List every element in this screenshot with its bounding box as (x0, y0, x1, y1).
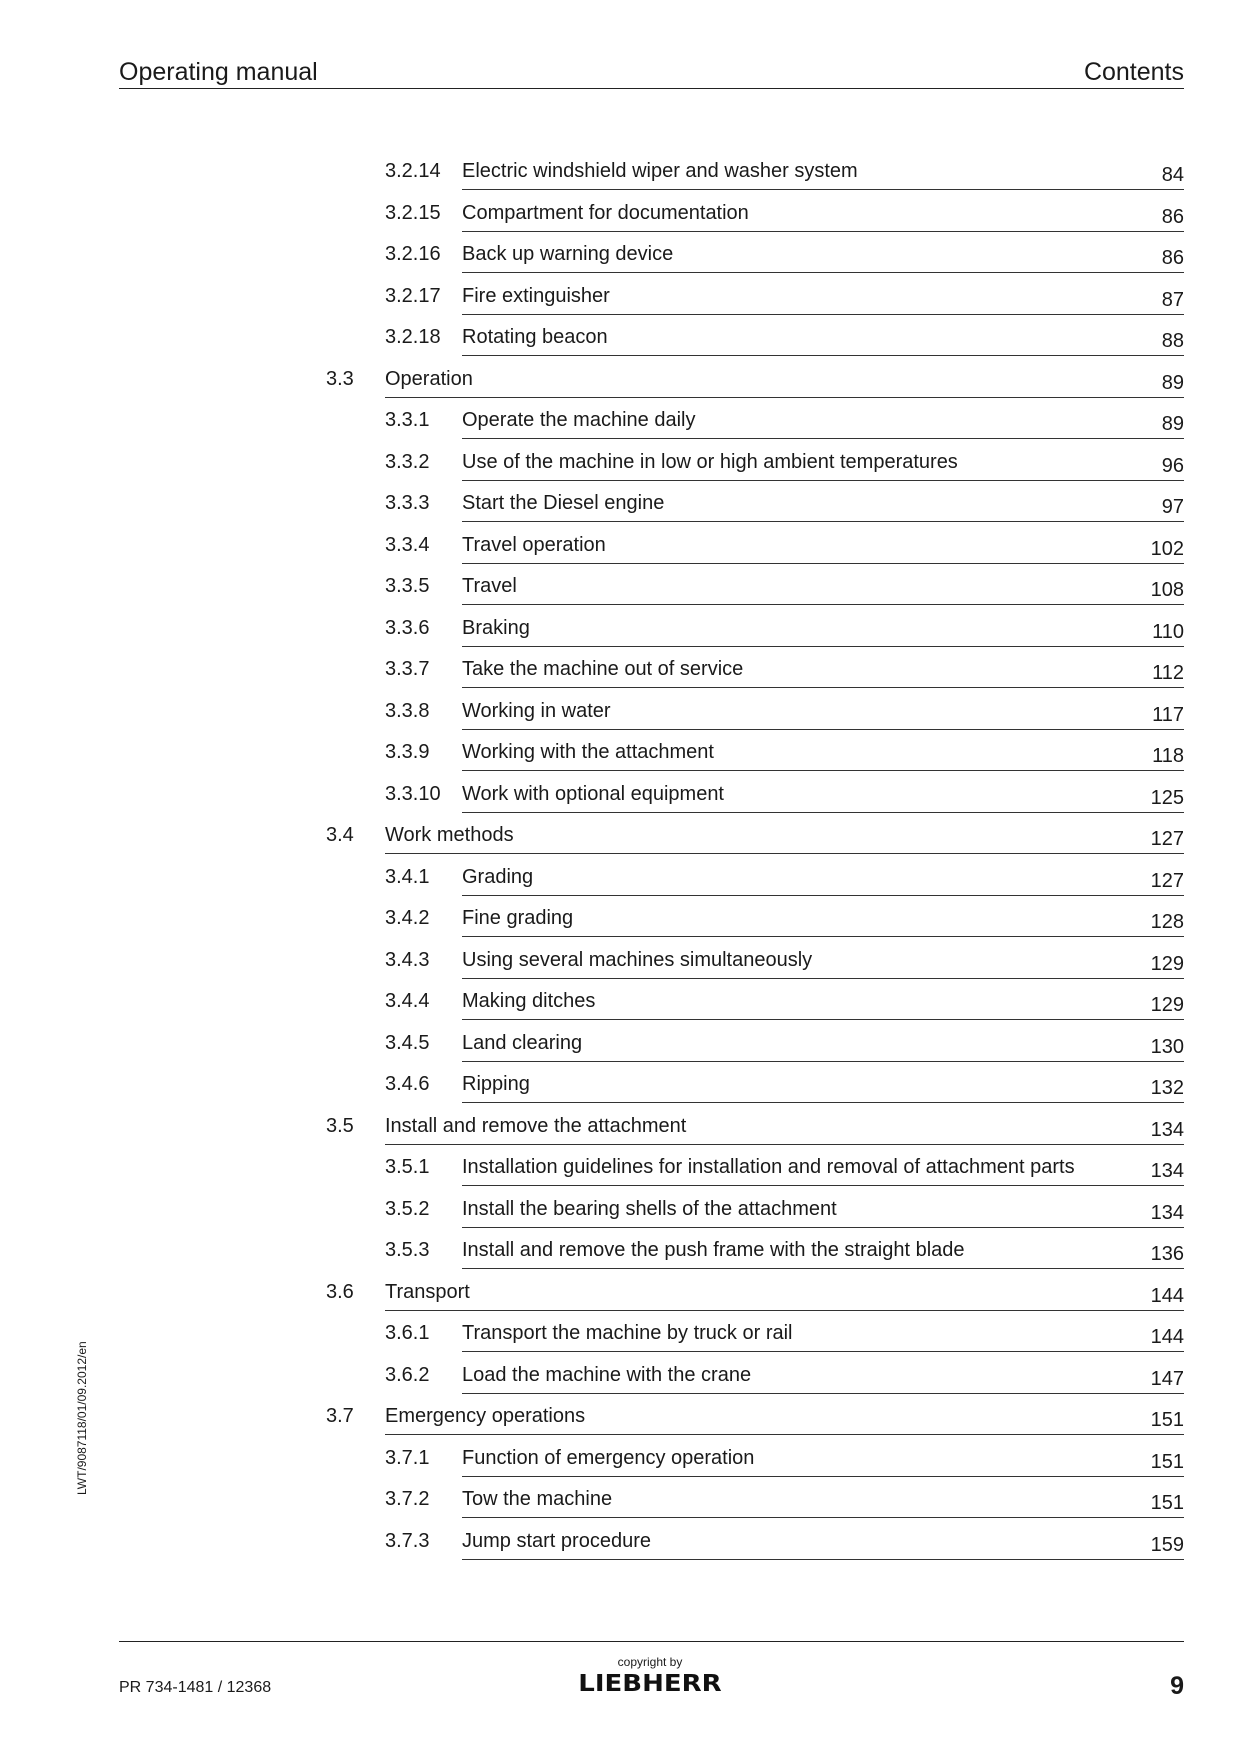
toc-entry-number: 3.3.6 (385, 616, 430, 639)
toc-entry-title: Work methods (385, 824, 514, 846)
toc-entry[interactable] (0, 1482, 1241, 1524)
toc-entry-number: 3.2.16 (385, 243, 441, 265)
page-number: 9 (1170, 1672, 1184, 1700)
toc-entry-number: 3.4.4 (385, 990, 430, 1012)
toc-entry-number: 3.2.17 (385, 284, 441, 307)
toc-entry-page: 112 (1152, 662, 1184, 684)
toc-entry-number: 3.2.15 (385, 201, 441, 224)
toc-entry[interactable] (0, 1441, 1241, 1483)
toc-entry-rule (462, 314, 1184, 315)
table-of-contents (0, 154, 1241, 1565)
toc-entry-number: 3.3.8 (385, 699, 430, 722)
toc-entry-number: 3.3 (326, 367, 354, 390)
toc-entry[interactable] (0, 154, 1241, 196)
toc-entry[interactable] (0, 1233, 1241, 1275)
toc-entry-rule (462, 895, 1184, 896)
toc-entry-title: Travel (462, 575, 517, 597)
toc-entry[interactable] (0, 1275, 1241, 1317)
toc-entry-title: Making ditches (462, 990, 596, 1012)
toc-entry[interactable] (0, 486, 1241, 528)
toc-entry-page: 86 (1161, 247, 1184, 269)
toc-entry-rule (462, 563, 1184, 564)
toc-entry-number: 3.5.3 (385, 1239, 430, 1261)
toc-entry-rule (462, 1102, 1184, 1103)
toc-entry-page: 147 (1150, 1367, 1184, 1390)
toc-entry-page: 97 (1161, 496, 1184, 518)
toc-entry[interactable] (0, 445, 1241, 487)
toc-entry[interactable] (0, 818, 1241, 860)
toc-entry-rule (462, 1517, 1184, 1518)
toc-entry-page: 132 (1150, 1077, 1184, 1099)
toc-entry-number: 3.3.1 (385, 409, 430, 431)
toc-entry-rule (462, 1185, 1184, 1186)
toc-entry-page: 129 (1150, 994, 1184, 1016)
toc-entry-rule (462, 936, 1184, 937)
toc-entry-page: 159 (1150, 1533, 1184, 1556)
toc-entry-rule (462, 812, 1184, 813)
toc-entry-title: Compartment for documentation (462, 201, 749, 224)
toc-entry-title: Operation (385, 367, 473, 390)
toc-entry-title: Load the machine with the crane (462, 1363, 752, 1386)
toc-entry-number: 3.5 (326, 1114, 354, 1137)
toc-entry-title: Grading (462, 865, 534, 888)
toc-entry[interactable] (0, 403, 1241, 445)
toc-entry-page: 89 (1161, 413, 1184, 435)
toc-entry[interactable] (0, 1026, 1241, 1068)
toc-entry[interactable] (0, 362, 1241, 404)
toc-entry-title: Travel operation (462, 533, 606, 556)
toc-entry-rule (462, 272, 1184, 273)
toc-entry-rule (462, 189, 1184, 190)
header-title: Operating manual (119, 58, 318, 86)
toc-entry-rule (462, 1019, 1184, 1020)
liebherr-logo: LIEBHERR (578, 1670, 722, 1698)
toc-entry-title: Land clearing (462, 1031, 583, 1054)
footer-divider (119, 1641, 1184, 1642)
toc-entry[interactable] (0, 860, 1241, 902)
toc-entry-title: Braking (462, 616, 530, 639)
toc-entry-title: Jump start procedure (462, 1529, 651, 1552)
toc-entry[interactable] (0, 1067, 1241, 1109)
toc-entry-rule (462, 1559, 1184, 1560)
toc-entry-number: 3.3.5 (385, 575, 430, 597)
toc-entry-title: Back up warning device (462, 243, 674, 265)
toc-entry-number: 3.3.9 (385, 741, 430, 763)
toc-entry[interactable] (0, 943, 1241, 985)
toc-entry-rule (462, 1268, 1184, 1269)
toc-entry-page: 87 (1161, 288, 1184, 311)
toc-entry-number: 3.7 (326, 1405, 354, 1427)
toc-entry-page: 144 (1150, 1284, 1184, 1307)
toc-entry-number: 3.4.5 (385, 1031, 430, 1054)
toc-entry-page: 88 (1161, 330, 1184, 352)
toc-entry-number: 3.6.2 (385, 1363, 430, 1386)
toc-entry-page: 151 (1150, 1492, 1184, 1514)
toc-entry[interactable] (0, 1192, 1241, 1234)
toc-entry-number: 3.3.4 (385, 533, 430, 556)
toc-entry-rule (462, 646, 1184, 647)
toc-entry-number: 3.4.2 (385, 907, 430, 929)
toc-entry[interactable] (0, 1150, 1241, 1192)
toc-entry-number: 3.7.3 (385, 1529, 430, 1552)
toc-entry-number: 3.6 (326, 1280, 354, 1303)
toc-entry-number: 3.3.3 (385, 492, 430, 514)
toc-entry-rule (462, 521, 1184, 522)
toc-entry-number: 3.2.18 (385, 326, 441, 348)
toc-entry-page: 102 (1150, 537, 1184, 560)
toc-entry[interactable] (0, 320, 1241, 362)
toc-entry-number: 3.4 (326, 824, 354, 846)
toc-entry-page: 118 (1152, 745, 1184, 767)
toc-entry-page: 84 (1161, 164, 1184, 186)
document-code: LWT/9087118/01/09.2012/en (75, 1341, 89, 1495)
toc-entry[interactable] (0, 777, 1241, 819)
toc-entry-number: 3.5.2 (385, 1197, 430, 1220)
toc-entry-number: 3.3.10 (385, 782, 441, 805)
copyright-label: copyright by (617, 1655, 683, 1669)
toc-entry-rule (462, 1476, 1184, 1477)
toc-entry-page: 151 (1150, 1409, 1184, 1431)
toc-entry-number: 3.3.7 (385, 658, 430, 680)
toc-entry-page: 127 (1150, 869, 1184, 892)
toc-entry-number: 3.7.2 (385, 1488, 430, 1510)
toc-entry-page: 110 (1152, 620, 1184, 643)
toc-entry-title: Transport (385, 1280, 470, 1303)
toc-entry[interactable] (0, 1316, 1241, 1358)
toc-entry-rule (385, 1144, 1184, 1145)
toc-entry-title: Rotating beacon (462, 326, 608, 348)
toc-entry[interactable] (0, 984, 1241, 1026)
toc-entry-number: 3.4.6 (385, 1073, 430, 1095)
toc-entry-title: Install the bearing shells of the attachment (462, 1197, 837, 1220)
toc-entry-page: 144 (1150, 1326, 1184, 1348)
toc-entry[interactable] (0, 901, 1241, 943)
toc-entry-title: Installation guidelines for installation and removal of attachment parts (462, 1156, 1075, 1178)
toc-entry-rule (462, 1061, 1184, 1062)
toc-entry-rule (462, 1393, 1184, 1394)
toc-entry[interactable] (0, 279, 1241, 321)
toc-entry-rule (462, 687, 1184, 688)
toc-entry-rule (385, 1310, 1184, 1311)
toc-entry-number: 3.5.1 (385, 1156, 430, 1178)
toc-entry[interactable] (0, 694, 1241, 736)
toc-entry[interactable] (0, 237, 1241, 279)
toc-entry-page: 129 (1150, 952, 1184, 975)
toc-entry-title: Install and remove the push frame with the straight blade (462, 1239, 965, 1261)
toc-entry-number: 3.7.1 (385, 1446, 430, 1469)
toc-entry-title: Fire extinguisher (462, 284, 610, 307)
toc-entry-rule (462, 604, 1184, 605)
toc-entry[interactable] (0, 528, 1241, 570)
toc-entry-rule (385, 1434, 1184, 1435)
header-divider (119, 88, 1184, 89)
toc-entry-page: 134 (1150, 1118, 1184, 1141)
toc-entry-title: Working in water (462, 699, 611, 722)
toc-entry-rule (385, 397, 1184, 398)
toc-entry[interactable] (0, 1399, 1241, 1441)
toc-entry-title: Function of emergency operation (462, 1446, 755, 1469)
toc-entry[interactable] (0, 735, 1241, 777)
toc-entry-title: Using several machines simultaneously (462, 948, 813, 971)
toc-entry-page: 127 (1150, 828, 1184, 850)
toc-entry-title: Work with optional equipment (462, 782, 724, 805)
toc-entry-page: 151 (1150, 1450, 1184, 1473)
toc-entry-rule (462, 1227, 1184, 1228)
toc-entry-title: Tow the machine (462, 1488, 613, 1510)
toc-entry-title: Install and remove the attachment (385, 1114, 687, 1137)
footer-doc-id: PR 734-1481 / 12368 (119, 1679, 272, 1696)
toc-entry-page: 86 (1161, 205, 1184, 228)
toc-entry-title: Ripping (462, 1073, 530, 1095)
toc-entry-rule (462, 438, 1184, 439)
toc-entry[interactable] (0, 569, 1241, 611)
toc-entry-page: 125 (1150, 786, 1184, 809)
toc-entry-rule (462, 1351, 1184, 1352)
toc-entry-title: Take the machine out of service (462, 658, 744, 680)
toc-entry-number: 3.4.1 (385, 865, 430, 888)
toc-entry-number: 3.6.1 (385, 1322, 430, 1344)
toc-entry[interactable] (0, 196, 1241, 238)
toc-entry-title: Electric windshield wiper and washer system (462, 160, 858, 182)
toc-entry-rule (462, 355, 1184, 356)
toc-entry-title: Start the Diesel engine (462, 492, 665, 514)
toc-entry-title: Fine grading (462, 907, 574, 929)
toc-entry-page: 136 (1150, 1243, 1184, 1265)
toc-entry-page: 134 (1150, 1160, 1184, 1182)
toc-entry-page: 128 (1150, 911, 1184, 933)
toc-entry-rule (462, 770, 1184, 771)
header-section: Contents (1083, 58, 1184, 86)
toc-entry-page: 134 (1150, 1201, 1184, 1224)
toc-entry-page: 117 (1152, 703, 1184, 726)
toc-entry[interactable] (0, 1109, 1241, 1151)
toc-entry-number: 3.2.14 (385, 160, 441, 182)
toc-entry[interactable] (0, 1358, 1241, 1400)
toc-entry-page: 96 (1161, 454, 1184, 477)
toc-entry-title: Operate the machine daily (462, 409, 696, 431)
toc-entry-number: 3.4.3 (385, 948, 430, 971)
toc-entry-rule (462, 729, 1184, 730)
toc-entry-page: 130 (1150, 1035, 1184, 1058)
toc-entry-title: Transport the machine by truck or rail (462, 1322, 793, 1344)
toc-entry[interactable] (0, 1524, 1241, 1566)
toc-entry[interactable] (0, 611, 1241, 653)
toc-entry-title: Use of the machine in low or high ambient temperatures (462, 450, 958, 473)
toc-entry-rule (462, 978, 1184, 979)
toc-entry-title: Emergency operations (385, 1405, 586, 1427)
toc-entry-title: Working with the attachment (462, 741, 714, 763)
toc-entry-page: 89 (1161, 371, 1184, 394)
toc-entry-rule (385, 853, 1184, 854)
toc-entry-rule (462, 231, 1184, 232)
toc-entry-page: 108 (1150, 579, 1184, 601)
toc-entry-number: 3.3.2 (385, 450, 430, 473)
toc-entry-rule (462, 480, 1184, 481)
toc-entry[interactable] (0, 652, 1241, 694)
